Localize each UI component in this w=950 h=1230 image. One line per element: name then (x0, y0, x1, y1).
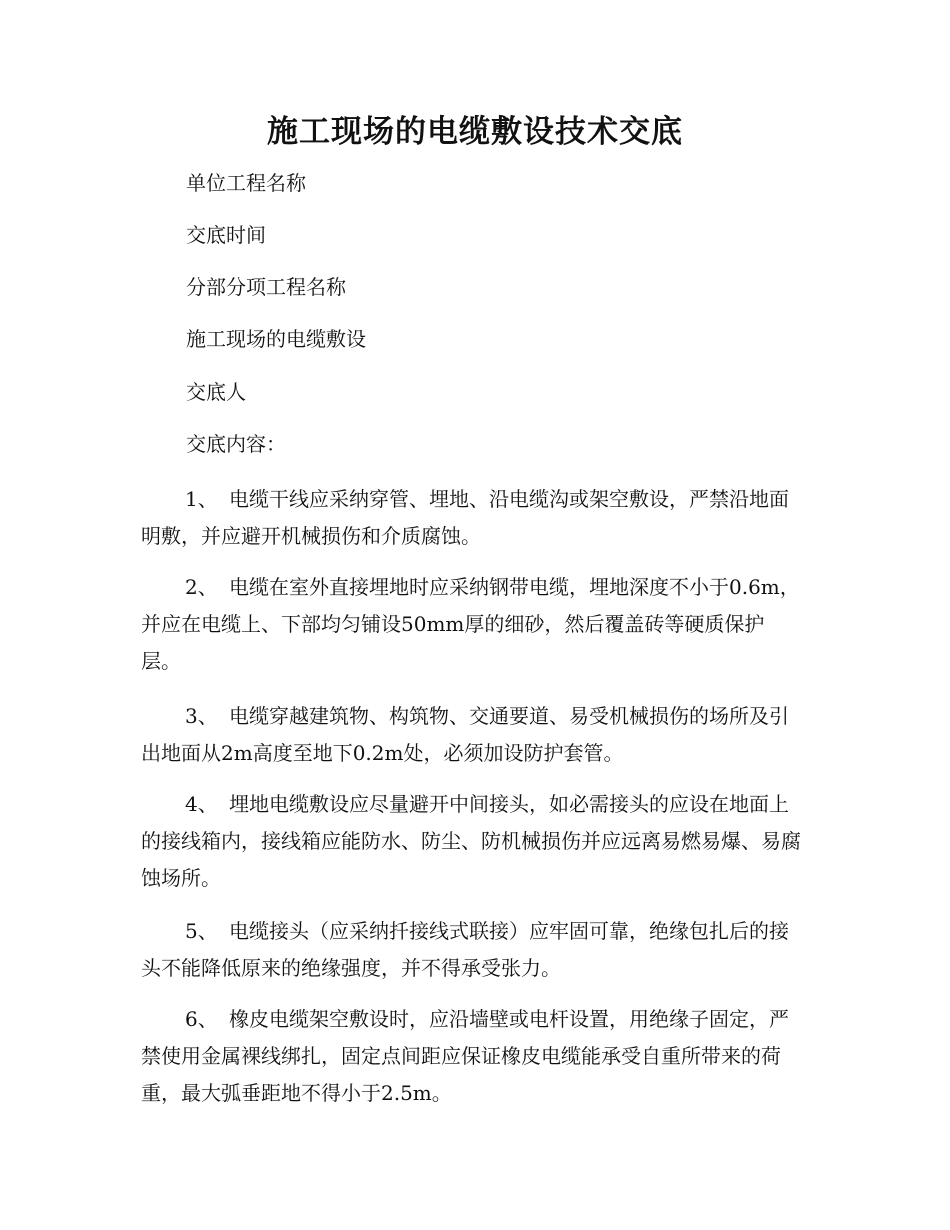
clause-2 (141, 569, 801, 680)
clause-3 (141, 698, 801, 772)
clause-5-text: 电缆接头（应采纳扦接线式联接）应牢固可靠，绝缘包扎后的接头不能降低原来的绝缘强度，并不得承受张力。 (141, 919, 789, 980)
clause-6 (141, 1001, 801, 1112)
handover-person-label: 交底人 (186, 380, 246, 404)
clause-4-number: 4、 (185, 792, 218, 816)
handover-content-label: 交底内容： (186, 432, 286, 456)
clause-3-number: 3、 (185, 704, 218, 728)
sub-project-name-value: 施工现场的电缆敷设 (186, 327, 366, 351)
document-title: 施工现场的电缆敷设技术交底 (267, 114, 683, 150)
clause-4-text: 埋地电缆敷设应尽量避开中间接头，如必需接头的应设在地面上的接线箱内，接线箱应能防水、防尘、防机械损伤并应远离易燃易爆、易腐蚀场所。 (141, 792, 801, 890)
unit-project-name-label: 单位工程名称 (186, 171, 306, 195)
clause-6-text: 橡皮电缆架空敷设时，应沿墙壁或电杆设置，用绝缘子固定，严禁使用金属裸线绑扎，固定点间距应保证橡皮电缆能承受自重所带来的荷重，最大弧垂距地不得小于2.5m。 (141, 1007, 789, 1105)
clause-1-number: 1、 (185, 487, 218, 511)
clause-6-number: 6、 (185, 1007, 218, 1031)
clause-2-number: 2、 (185, 575, 218, 599)
clause-1-text: 电缆干线应采纳穿管、埋地、沿电缆沟或架空敷设，严禁沿地面明敷，并应避开机械损伤和介质腐蚀。 (141, 487, 789, 548)
clause-5-number: 5、 (185, 919, 218, 943)
clause-1 (141, 481, 801, 555)
clause-2-text: 电缆在室外直接埋地时应采纳钢带电缆，埋地深度不小于0.6m，并应在电缆上、下部均匀铺设50mm厚的细砂，然后覆盖砖等硬质保护层。 (141, 575, 800, 673)
clause-3-text: 电缆穿越建筑物、构筑物、交通要道、易受机械损伤的场所及引出地面从2m高度至地下0.2m处，必须加设防护套管。 (141, 704, 789, 765)
clause-5 (141, 913, 801, 987)
clause-4 (141, 786, 801, 897)
handover-time-label: 交底时间 (186, 223, 266, 247)
sub-project-name-label: 分部分项工程名称 (186, 275, 346, 299)
